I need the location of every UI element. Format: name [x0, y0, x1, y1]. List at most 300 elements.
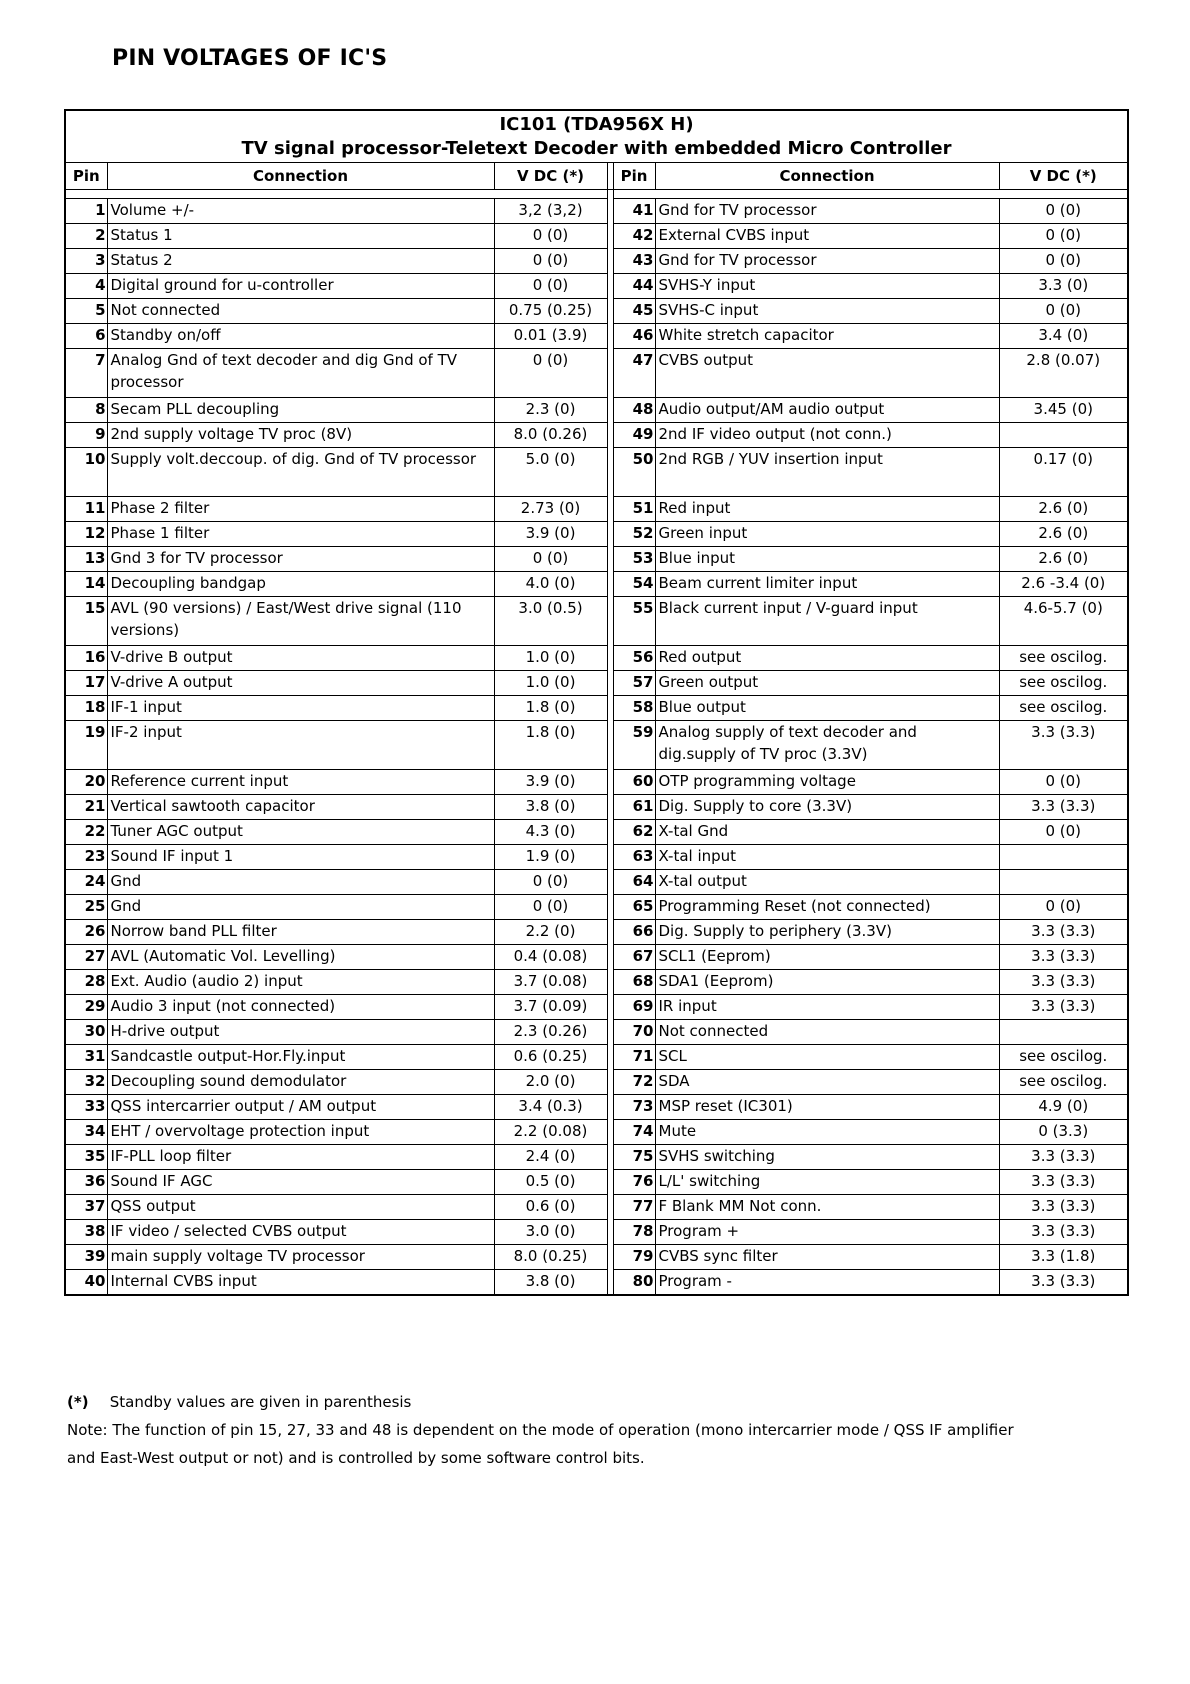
connection-left: H-drive output — [107, 1020, 494, 1045]
connection-right: SCL — [655, 1045, 999, 1070]
connection-right: X-tal output — [655, 870, 999, 895]
voltage-left: 0 (0) — [494, 224, 607, 249]
voltage-right — [999, 423, 1128, 448]
voltage-right: 2.6 (0) — [999, 522, 1128, 547]
connection-right: Blue output — [655, 696, 999, 721]
voltage-left: 3.0 (0.5) — [494, 597, 607, 646]
pin-number-left: 40 — [65, 1270, 107, 1296]
voltage-left: 3.0 (0) — [494, 1220, 607, 1245]
connection-left: Volume +/- — [107, 199, 494, 224]
header-vdc-right: V DC (*) — [999, 163, 1128, 190]
pin-number-right: 80 — [613, 1270, 655, 1296]
voltage-left: 0 (0) — [494, 870, 607, 895]
pin-number-right: 77 — [613, 1195, 655, 1220]
table-row — [65, 299, 1128, 324]
pin-number-left: 9 — [65, 423, 107, 448]
connection-right: External CVBS input — [655, 224, 999, 249]
voltage-left: 3.4 (0.3) — [494, 1095, 607, 1120]
voltage-right: see oscilog. — [999, 1045, 1128, 1070]
voltage-right: 0 (0) — [999, 770, 1128, 795]
voltage-left: 4.0 (0) — [494, 572, 607, 597]
connection-right: Red output — [655, 646, 999, 671]
pin-number-left: 24 — [65, 870, 107, 895]
connection-right: 2nd IF video output (not conn.) — [655, 423, 999, 448]
voltage-left: 5.0 (0) — [494, 448, 607, 497]
connection-right: Beam current limiter input — [655, 572, 999, 597]
connection-right: Black current input / V-guard input — [655, 597, 999, 646]
voltage-left: 2.4 (0) — [494, 1145, 607, 1170]
connection-right: SDA1 (Eeprom) — [655, 970, 999, 995]
connection-right: Green output — [655, 671, 999, 696]
pin-number-right: 50 — [613, 448, 655, 497]
voltage-right: 0 (0) — [999, 895, 1128, 920]
connection-left: Gnd — [107, 870, 494, 895]
pin-number-left: 15 — [65, 597, 107, 646]
pin-number-left: 8 — [65, 398, 107, 423]
connection-left: Tuner AGC output — [107, 820, 494, 845]
connection-left: QSS intercarrier output / AM output — [107, 1095, 494, 1120]
connection-right: Dig. Supply to core (3.3V) — [655, 795, 999, 820]
pin-number-right: 71 — [613, 1045, 655, 1070]
voltage-right — [999, 870, 1128, 895]
connection-left: Secam PLL decoupling — [107, 398, 494, 423]
connection-right: F Blank MM Not conn. — [655, 1195, 999, 1220]
voltage-right: 3.3 (3.3) — [999, 995, 1128, 1020]
footnote-marker: (*) — [67, 1393, 89, 1411]
pin-number-right: 45 — [613, 299, 655, 324]
pin-number-left: 12 — [65, 522, 107, 547]
voltage-left: 4.3 (0) — [494, 820, 607, 845]
pin-number-left: 33 — [65, 1095, 107, 1120]
voltage-left: 2.3 (0) — [494, 398, 607, 423]
voltage-right: 2.8 (0.07) — [999, 349, 1128, 398]
connection-left: Audio 3 input (not connected) — [107, 995, 494, 1020]
pin-number-left: 16 — [65, 646, 107, 671]
connection-left: Phase 2 filter — [107, 497, 494, 522]
connection-right: Green input — [655, 522, 999, 547]
table-row — [65, 721, 1128, 770]
connection-left: Ext. Audio (audio 2) input — [107, 970, 494, 995]
pin-number-left: 19 — [65, 721, 107, 770]
footnotes — [67, 1388, 1137, 1472]
voltage-right: 3.3 (0) — [999, 274, 1128, 299]
connection-left: AVL (90 versions) / East/West drive signal (110 versions) — [107, 597, 494, 646]
pin-number-right: 64 — [613, 870, 655, 895]
connection-left: Status 1 — [107, 224, 494, 249]
voltage-left: 2.73 (0) — [494, 497, 607, 522]
connection-left: main supply voltage TV processor — [107, 1245, 494, 1270]
table-row — [65, 995, 1128, 1020]
pin-number-right: 76 — [613, 1170, 655, 1195]
voltage-left: 3.8 (0) — [494, 1270, 607, 1296]
pin-number-left: 10 — [65, 448, 107, 497]
voltage-right: 0.17 (0) — [999, 448, 1128, 497]
connection-left: Decoupling sound demodulator — [107, 1070, 494, 1095]
connection-right: Mute — [655, 1120, 999, 1145]
connection-left: Digital ground for u-controller — [107, 274, 494, 299]
connection-right: 2nd RGB / YUV insertion input — [655, 448, 999, 497]
voltage-left: 1.8 (0) — [494, 721, 607, 770]
pin-number-right: 56 — [613, 646, 655, 671]
pin-number-left: 32 — [65, 1070, 107, 1095]
pin-number-left: 6 — [65, 324, 107, 349]
voltage-right: 3.4 (0) — [999, 324, 1128, 349]
connection-right: X-tal input — [655, 845, 999, 870]
connection-right: Analog supply of text decoder and dig.supply of TV proc (3.3V) — [655, 721, 999, 770]
connection-left: Standby on/off — [107, 324, 494, 349]
table-row — [65, 671, 1128, 696]
standby-note: Standby values are given in parenthesis — [109, 1393, 412, 1411]
page-title: PIN VOLTAGES OF IC'S — [112, 46, 388, 71]
connection-left: IF-1 input — [107, 696, 494, 721]
voltage-right: 2.6 (0) — [999, 497, 1128, 522]
pin-rows — [65, 199, 1128, 1296]
voltage-right: see oscilog. — [999, 646, 1128, 671]
voltage-right: 4.9 (0) — [999, 1095, 1128, 1120]
table-row — [65, 324, 1128, 349]
voltage-left: 3.7 (0.09) — [494, 995, 607, 1020]
pin-number-left: 30 — [65, 1020, 107, 1045]
connection-left: Internal CVBS input — [107, 1270, 494, 1296]
connection-right: Program - — [655, 1270, 999, 1296]
voltage-left: 2.3 (0.26) — [494, 1020, 607, 1045]
connection-right: Programming Reset (not connected) — [655, 895, 999, 920]
pin-number-right: 54 — [613, 572, 655, 597]
voltage-left: 0 (0) — [494, 349, 607, 398]
table-row — [65, 820, 1128, 845]
table-row — [65, 770, 1128, 795]
table-row — [65, 845, 1128, 870]
voltage-left: 3.8 (0) — [494, 795, 607, 820]
pin-number-right: 51 — [613, 497, 655, 522]
pin-number-right: 47 — [613, 349, 655, 398]
connection-left: Analog Gnd of text decoder and dig Gnd of TV processor — [107, 349, 494, 398]
pin-number-left: 13 — [65, 547, 107, 572]
voltage-right: 3.3 (3.3) — [999, 795, 1128, 820]
pin-number-right: 46 — [613, 324, 655, 349]
table-row — [65, 895, 1128, 920]
pin-number-left: 22 — [65, 820, 107, 845]
connection-left: Decoupling bandgap — [107, 572, 494, 597]
connection-left: Reference current input — [107, 770, 494, 795]
table-row — [65, 572, 1128, 597]
pin-number-left: 5 — [65, 299, 107, 324]
voltage-right: 0 (0) — [999, 249, 1128, 274]
table-row — [65, 274, 1128, 299]
pin-number-right: 74 — [613, 1120, 655, 1145]
connection-right: L/L' switching — [655, 1170, 999, 1195]
connection-right: OTP programming voltage — [655, 770, 999, 795]
voltage-left: 2.0 (0) — [494, 1070, 607, 1095]
pin-number-right: 49 — [613, 423, 655, 448]
connection-right: X-tal Gnd — [655, 820, 999, 845]
connection-left: AVL (Automatic Vol. Levelling) — [107, 945, 494, 970]
pin-number-left: 4 — [65, 274, 107, 299]
table-row — [65, 646, 1128, 671]
pin-number-left: 37 — [65, 1195, 107, 1220]
voltage-right: 2.6 -3.4 (0) — [999, 572, 1128, 597]
connection-right: CVBS output — [655, 349, 999, 398]
pin-number-right: 61 — [613, 795, 655, 820]
pin-number-right: 75 — [613, 1145, 655, 1170]
column-header-row — [65, 163, 1128, 190]
voltage-left: 0 (0) — [494, 249, 607, 274]
connection-left: Sandcastle output-Hor.Fly.input — [107, 1045, 494, 1070]
voltage-left: 0 (0) — [494, 895, 607, 920]
connection-right: SVHS-C input — [655, 299, 999, 324]
voltage-right: 3.3 (3.3) — [999, 1220, 1128, 1245]
note-line-1: Note: The function of pin 15, 27, 33 and 48 is dependent on the mode of operation (mono intercarrier mode / QSS IF amplifier — [67, 1421, 1014, 1439]
pin-number-left: 21 — [65, 795, 107, 820]
pin-number-right: 60 — [613, 770, 655, 795]
pin-voltage-table — [64, 109, 1129, 1296]
voltage-right: 0 (3.3) — [999, 1120, 1128, 1145]
table-row — [65, 1045, 1128, 1070]
pin-number-right: 59 — [613, 721, 655, 770]
connection-right: Gnd for TV processor — [655, 249, 999, 274]
voltage-left: 0 (0) — [494, 274, 607, 299]
pin-number-left: 7 — [65, 349, 107, 398]
pin-number-right: 78 — [613, 1220, 655, 1245]
table-row — [65, 1120, 1128, 1145]
pin-number-left: 36 — [65, 1170, 107, 1195]
table-row — [65, 597, 1128, 646]
connection-right: IR input — [655, 995, 999, 1020]
connection-left: Sound IF AGC — [107, 1170, 494, 1195]
pin-number-right: 53 — [613, 547, 655, 572]
voltage-right: 3.3 (3.3) — [999, 970, 1128, 995]
voltage-right: 0 (0) — [999, 224, 1128, 249]
voltage-left: 1.0 (0) — [494, 646, 607, 671]
pin-number-right: 41 — [613, 199, 655, 224]
voltage-right: 3.3 (3.3) — [999, 1145, 1128, 1170]
pin-number-left: 17 — [65, 671, 107, 696]
voltage-left: 3.7 (0.08) — [494, 970, 607, 995]
header-vdc-left: V DC (*) — [494, 163, 607, 190]
connection-right: CVBS sync filter — [655, 1245, 999, 1270]
table-row — [65, 448, 1128, 497]
pin-number-left: 18 — [65, 696, 107, 721]
table-row — [65, 1145, 1128, 1170]
pin-number-right: 63 — [613, 845, 655, 870]
table-row — [65, 1245, 1128, 1270]
pin-number-left: 20 — [65, 770, 107, 795]
voltage-left: 0.5 (0) — [494, 1170, 607, 1195]
voltage-left: 0.75 (0.25) — [494, 299, 607, 324]
pin-number-left: 31 — [65, 1045, 107, 1070]
connection-right: MSP reset (IC301) — [655, 1095, 999, 1120]
header-connection-left: Connection — [107, 163, 494, 190]
connection-left: EHT / overvoltage protection input — [107, 1120, 494, 1145]
pin-number-right: 43 — [613, 249, 655, 274]
pin-number-right: 66 — [613, 920, 655, 945]
table-row — [65, 423, 1128, 448]
connection-right: Not connected — [655, 1020, 999, 1045]
pin-number-right: 72 — [613, 1070, 655, 1095]
connection-left: IF video / selected CVBS output — [107, 1220, 494, 1245]
voltage-right: 3.45 (0) — [999, 398, 1128, 423]
voltage-left: 0.4 (0.08) — [494, 945, 607, 970]
voltage-left: 2.2 (0) — [494, 920, 607, 945]
voltage-left: 1.9 (0) — [494, 845, 607, 870]
voltage-right: 0 (0) — [999, 299, 1128, 324]
pin-number-right: 48 — [613, 398, 655, 423]
connection-right: Red input — [655, 497, 999, 522]
header-connection-right: Connection — [655, 163, 999, 190]
pin-number-right: 44 — [613, 274, 655, 299]
voltage-right: 0 (0) — [999, 820, 1128, 845]
table-row — [65, 1170, 1128, 1195]
connection-right: Program + — [655, 1220, 999, 1245]
pin-number-left: 25 — [65, 895, 107, 920]
pin-number-left: 26 — [65, 920, 107, 945]
voltage-right — [999, 845, 1128, 870]
connection-left: Not connected — [107, 299, 494, 324]
pin-number-left: 1 — [65, 199, 107, 224]
table-row — [65, 1220, 1128, 1245]
table-row — [65, 696, 1128, 721]
voltage-right: 4.6-5.7 (0) — [999, 597, 1128, 646]
table-row — [65, 920, 1128, 945]
connection-right: SDA — [655, 1070, 999, 1095]
pin-number-right: 52 — [613, 522, 655, 547]
voltage-left: 0.01 (3.9) — [494, 324, 607, 349]
header-pin-left: Pin — [65, 163, 107, 190]
pin-number-right: 70 — [613, 1020, 655, 1045]
pin-number-left: 39 — [65, 1245, 107, 1270]
connection-left: IF-PLL loop filter — [107, 1145, 494, 1170]
pin-number-left: 38 — [65, 1220, 107, 1245]
note-line-2: and East-West output or not) and is controlled by some software control bits. — [67, 1449, 645, 1467]
table-row — [65, 522, 1128, 547]
voltage-right: 0 (0) — [999, 199, 1128, 224]
pin-number-right: 65 — [613, 895, 655, 920]
connection-left: Supply volt.deccoup. of dig. Gnd of TV processor — [107, 448, 494, 497]
voltage-left: 1.0 (0) — [494, 671, 607, 696]
pin-number-right: 57 — [613, 671, 655, 696]
voltage-left: 0.6 (0) — [494, 1195, 607, 1220]
pin-number-left: 28 — [65, 970, 107, 995]
voltage-left: 1.8 (0) — [494, 696, 607, 721]
voltage-right: 3.3 (1.8) — [999, 1245, 1128, 1270]
connection-left: Gnd 3 for TV processor — [107, 547, 494, 572]
voltage-right: 3.3 (3.3) — [999, 920, 1128, 945]
connection-right: Blue input — [655, 547, 999, 572]
pin-number-right: 67 — [613, 945, 655, 970]
connection-right: SVHS-Y input — [655, 274, 999, 299]
connection-left: Gnd — [107, 895, 494, 920]
connection-right: SCL1 (Eeprom) — [655, 945, 999, 970]
voltage-right: see oscilog. — [999, 696, 1128, 721]
voltage-left: 3,2 (3,2) — [494, 199, 607, 224]
voltage-right: see oscilog. — [999, 671, 1128, 696]
pin-number-right: 69 — [613, 995, 655, 1020]
table-row — [65, 870, 1128, 895]
pin-number-left: 29 — [65, 995, 107, 1020]
pin-number-right: 73 — [613, 1095, 655, 1120]
connection-right: Gnd for TV processor — [655, 199, 999, 224]
table-row — [65, 795, 1128, 820]
table-row — [65, 1095, 1128, 1120]
table-row — [65, 249, 1128, 274]
pin-number-right: 79 — [613, 1245, 655, 1270]
table-title — [65, 110, 1128, 163]
pin-number-left: 27 — [65, 945, 107, 970]
connection-right: White stretch capacitor — [655, 324, 999, 349]
pin-number-left: 2 — [65, 224, 107, 249]
connection-right: Dig. Supply to periphery (3.3V) — [655, 920, 999, 945]
voltage-right: 3.3 (3.3) — [999, 1170, 1128, 1195]
voltage-left: 8.0 (0.26) — [494, 423, 607, 448]
header-spacer-row — [65, 190, 1128, 199]
connection-left: Norrow band PLL filter — [107, 920, 494, 945]
voltage-left: 3.9 (0) — [494, 522, 607, 547]
voltage-right: 2.6 (0) — [999, 547, 1128, 572]
connection-left: Status 2 — [107, 249, 494, 274]
ic-description: TV signal processor-Teletext Decoder with embedded Micro Controller — [241, 138, 952, 159]
pin-number-left: 11 — [65, 497, 107, 522]
connection-left: Sound IF input 1 — [107, 845, 494, 870]
connection-right: SVHS switching — [655, 1145, 999, 1170]
pin-number-left: 14 — [65, 572, 107, 597]
ic-name: IC101 (TDA956X H) — [499, 114, 694, 135]
connection-left: V-drive A output — [107, 671, 494, 696]
table-row — [65, 547, 1128, 572]
pin-number-left: 23 — [65, 845, 107, 870]
voltage-right: 3.3 (3.3) — [999, 1195, 1128, 1220]
table-row — [65, 199, 1128, 224]
pin-number-left: 3 — [65, 249, 107, 274]
pin-number-right: 55 — [613, 597, 655, 646]
standby-footnote — [67, 1388, 1137, 1416]
connection-left: Phase 1 filter — [107, 522, 494, 547]
voltage-left: 0 (0) — [494, 547, 607, 572]
voltage-right: 3.3 (3.3) — [999, 721, 1128, 770]
voltage-right: 3.3 (3.3) — [999, 1270, 1128, 1296]
table-row — [65, 349, 1128, 398]
table-row — [65, 497, 1128, 522]
voltage-left: 8.0 (0.25) — [494, 1245, 607, 1270]
table-row — [65, 1195, 1128, 1220]
header-pin-right: Pin — [613, 163, 655, 190]
table-row — [65, 398, 1128, 423]
connection-left: Vertical sawtooth capacitor — [107, 795, 494, 820]
table-row — [65, 970, 1128, 995]
table-row — [65, 1070, 1128, 1095]
voltage-left: 0.6 (0.25) — [494, 1045, 607, 1070]
connection-left: V-drive B output — [107, 646, 494, 671]
connection-right: Audio output/AM audio output — [655, 398, 999, 423]
connection-left: QSS output — [107, 1195, 494, 1220]
connection-left: 2nd supply voltage TV proc (8V) — [107, 423, 494, 448]
connection-left: IF-2 input — [107, 721, 494, 770]
pin-number-left: 35 — [65, 1145, 107, 1170]
voltage-left: 3.9 (0) — [494, 770, 607, 795]
pin-number-right: 62 — [613, 820, 655, 845]
voltage-left: 2.2 (0.08) — [494, 1120, 607, 1145]
pin-number-right: 42 — [613, 224, 655, 249]
voltage-right — [999, 1020, 1128, 1045]
voltage-right: see oscilog. — [999, 1070, 1128, 1095]
table-row — [65, 945, 1128, 970]
table-row — [65, 224, 1128, 249]
table-row — [65, 1270, 1128, 1296]
table-row — [65, 1020, 1128, 1045]
pin-number-right: 68 — [613, 970, 655, 995]
pin-number-left: 34 — [65, 1120, 107, 1145]
voltage-right: 3.3 (3.3) — [999, 945, 1128, 970]
pin-number-right: 58 — [613, 696, 655, 721]
